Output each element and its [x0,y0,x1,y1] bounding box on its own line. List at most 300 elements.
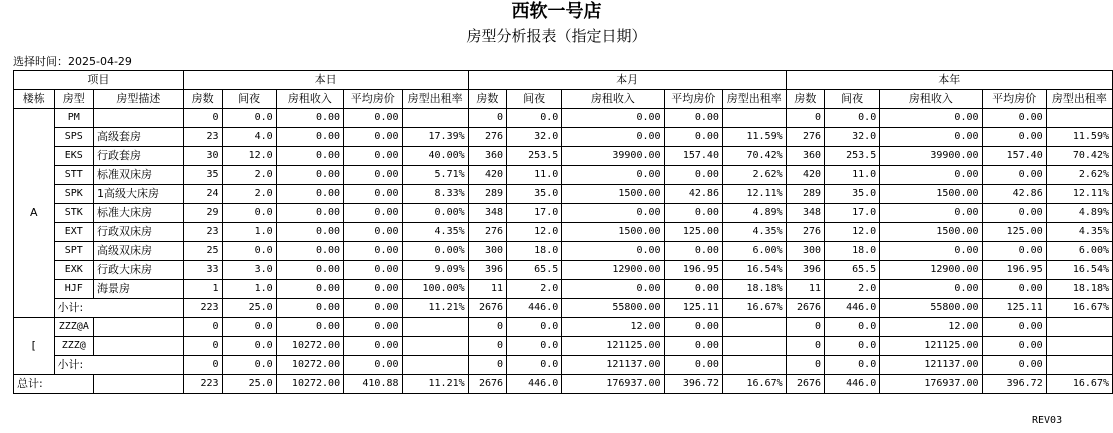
room-type-desc: 行政套房 [94,147,184,166]
value-cell: 17.39% [402,128,468,147]
value-cell: 32.0 [825,128,880,147]
total-row [14,375,1113,394]
room-type-code: STK [54,204,93,223]
value-cell: 0.00 [276,204,343,223]
total-label: 总计: [14,375,94,394]
value-cell: 0 [183,318,222,337]
table-row [14,109,1113,128]
value-cell: 0.00 [664,318,722,337]
value-cell: 6.00% [722,242,786,261]
value-cell: 0 [786,318,824,337]
room-type-desc: 高级双床房 [94,242,184,261]
value-cell: 276 [786,223,824,242]
value-cell: 0 [468,318,506,337]
value-cell: 0.00 [982,280,1046,299]
value-cell: 25 [183,242,222,261]
value-cell: 25.0 [222,375,276,394]
value-cell: 0.00 [276,318,343,337]
value-cell: 11.21% [402,299,468,318]
value-cell: 0.0 [222,337,276,356]
value-cell: 0.00 [276,223,343,242]
value-cell: 4.35% [402,223,468,242]
value-cell: 300 [468,242,506,261]
report-footer-code: REV03 [1032,415,1063,426]
value-cell: 12.0 [507,223,562,242]
value-cell: 348 [468,204,506,223]
value-cell: 12.11% [1046,185,1112,204]
value-cell: 1500.00 [562,223,664,242]
value-cell: 0 [786,356,824,375]
value-cell: 18.0 [507,242,562,261]
value-cell: 0.00 [664,128,722,147]
subtotal-row [14,299,1113,318]
value-cell: 289 [786,185,824,204]
value-cell: 0.00 [562,242,664,261]
value-cell: 0.00 [344,299,402,318]
value-cell: 410.88 [344,375,402,394]
value-cell: 32.0 [507,128,562,147]
value-cell: 396 [786,261,824,280]
value-cell [722,109,786,128]
value-cell: 196.95 [982,261,1046,280]
header-today: 本日 [183,71,468,90]
subtotal-label: 小计: [54,356,183,375]
value-cell: 0.00 [880,166,982,185]
table-row [14,242,1113,261]
room-type-code: SPK [54,185,93,204]
value-cell: 11.21% [402,375,468,394]
value-cell: 1500.00 [880,185,982,204]
room-type-code: HJF [54,280,93,299]
value-cell: 35 [183,166,222,185]
value-cell: 0.00 [982,166,1046,185]
room-type-code: ZZZ@A [54,318,93,337]
value-cell: 12.0 [222,147,276,166]
table-row [14,318,1113,337]
room-type-code: SPS [54,128,93,147]
value-cell: 0.0 [507,109,562,128]
value-cell: 348 [786,204,824,223]
value-cell: 25.0 [222,299,276,318]
value-cell: 12.00 [562,318,664,337]
room-type-desc: 标准大床房 [94,204,184,223]
subtotal-label: 小计: [54,299,183,318]
room-type-code: SPT [54,242,93,261]
value-cell: 125.00 [982,223,1046,242]
value-cell: 0.0 [825,109,880,128]
value-cell: 4.0 [222,128,276,147]
value-cell: 0.00 [344,337,402,356]
header-metric: 平均房价 [344,90,402,109]
value-cell: 0.0 [222,356,276,375]
value-cell: 2676 [468,375,506,394]
value-cell: 125.11 [664,299,722,318]
value-cell: 11 [468,280,506,299]
header-metric: 房数 [468,90,506,109]
value-cell: 0.00 [562,204,664,223]
value-cell: 16.67% [722,299,786,318]
value-cell: 0.00 [276,166,343,185]
value-cell: 0.00 [344,109,402,128]
value-cell: 0 [468,356,506,375]
value-cell: 0.00 [344,128,402,147]
value-cell: 16.67% [1046,299,1112,318]
value-cell: 396.72 [664,375,722,394]
table-row [14,128,1113,147]
header-room-type: 房型 [54,90,93,109]
room-type-desc: 行政双床房 [94,223,184,242]
room-type-desc [94,318,184,337]
value-cell: 1 [183,280,222,299]
value-cell: 253.5 [507,147,562,166]
header-metric: 房型出租率 [1046,90,1112,109]
value-cell: 0.0 [507,356,562,375]
value-cell: 2676 [786,299,824,318]
value-cell: 16.67% [722,375,786,394]
value-cell: 0.00 [344,185,402,204]
value-cell [722,337,786,356]
room-type-code: ZZZ@ [54,337,93,356]
value-cell: 33 [183,261,222,280]
header-metric: 间夜 [825,90,880,109]
report-table-body [14,71,1113,394]
value-cell: 1.0 [222,280,276,299]
value-cell: 0.00 [344,166,402,185]
value-cell: 0.00 [664,337,722,356]
value-cell: 0.00 [344,318,402,337]
value-cell: 2676 [786,375,824,394]
room-type-code: EXT [54,223,93,242]
value-cell: 396 [468,261,506,280]
value-cell: 39900.00 [562,147,664,166]
header-metric: 间夜 [222,90,276,109]
value-cell: 0.00 [664,356,722,375]
value-cell: 0.00 [982,318,1046,337]
header-metric: 平均房价 [664,90,722,109]
select-time-value: 2025-04-29 [68,55,132,68]
header-year: 本年 [786,71,1112,90]
value-cell: 11.0 [825,166,880,185]
value-cell: 0.0 [825,337,880,356]
value-cell: 16.67% [1046,375,1112,394]
value-cell: 40.00% [402,147,468,166]
table-row [14,185,1113,204]
value-cell: 2.62% [722,166,786,185]
value-cell: 420 [468,166,506,185]
value-cell: 0.00 [982,128,1046,147]
value-cell: 0.00 [276,185,343,204]
value-cell: 0.0 [825,356,880,375]
value-cell: 360 [786,147,824,166]
value-cell: 176937.00 [562,375,664,394]
select-time [13,55,132,69]
value-cell: 17.0 [825,204,880,223]
header-metric: 房数 [786,90,824,109]
value-cell: 1500.00 [562,185,664,204]
header-building: 楼栋 [14,90,55,109]
value-cell: 0.00 [276,242,343,261]
room-type-desc: 高级套房 [94,128,184,147]
value-cell: 0.00 [344,242,402,261]
value-cell [722,356,786,375]
room-type-code: STT [54,166,93,185]
value-cell: 0.00 [276,261,343,280]
value-cell: 24 [183,185,222,204]
value-cell: 42.86 [664,185,722,204]
value-cell: 0.00 [562,128,664,147]
select-time-label: 选择时间： [13,55,68,68]
value-cell: 0.00 [982,337,1046,356]
value-cell: 100.00% [402,280,468,299]
room-type-report-table [13,70,1113,394]
room-type-code: EKS [54,147,93,166]
value-cell: 0.00 [344,223,402,242]
value-cell: 70.42% [1046,147,1112,166]
value-cell: 0.00% [402,242,468,261]
table-row [14,280,1113,299]
header-month: 本月 [468,71,786,90]
value-cell: 35.0 [507,185,562,204]
value-cell: 55800.00 [880,299,982,318]
value-cell: 4.89% [722,204,786,223]
value-cell: 196.95 [664,261,722,280]
header-metric: 房租收入 [276,90,343,109]
value-cell: 0 [786,109,824,128]
value-cell: 12.00 [880,318,982,337]
value-cell: 0.0 [222,204,276,223]
value-cell: 0.00 [982,356,1046,375]
value-cell: 0.00 [276,299,343,318]
value-cell: 11.59% [1046,128,1112,147]
value-cell: 9.09% [402,261,468,280]
value-cell: 18.0 [825,242,880,261]
value-cell: 2.0 [222,166,276,185]
header-metric: 房租收入 [562,90,664,109]
value-cell: 0 [786,337,824,356]
value-cell: 0.00 [562,166,664,185]
header-metric: 房型出租率 [722,90,786,109]
header-metric: 房数 [183,90,222,109]
value-cell [402,337,468,356]
building-cell: [ [14,318,55,375]
value-cell: 125.00 [664,223,722,242]
value-cell: 157.40 [982,147,1046,166]
value-cell: 65.5 [507,261,562,280]
header-metric: 间夜 [507,90,562,109]
building-cell: A [14,109,55,318]
value-cell: 0.0 [507,337,562,356]
value-cell: 11.59% [722,128,786,147]
value-cell: 446.0 [825,375,880,394]
value-cell: 396.72 [982,375,1046,394]
value-cell: 0.00 [982,204,1046,223]
value-cell: 276 [468,223,506,242]
value-cell: 0 [468,109,506,128]
value-cell: 0.0 [222,242,276,261]
value-cell: 18.18% [1046,280,1112,299]
value-cell: 157.40 [664,147,722,166]
value-cell: 0.00 [276,109,343,128]
value-cell: 17.0 [507,204,562,223]
value-cell: 42.86 [982,185,1046,204]
table-row [14,223,1113,242]
value-cell: 0.00 [880,204,982,223]
value-cell: 125.11 [982,299,1046,318]
value-cell: 121125.00 [562,337,664,356]
value-cell: 121137.00 [562,356,664,375]
header-item: 项目 [14,71,184,90]
value-cell: 23 [183,223,222,242]
value-cell: 420 [786,166,824,185]
value-cell: 65.5 [825,261,880,280]
value-cell: 23 [183,128,222,147]
value-cell: 0.00 [562,280,664,299]
report-title: 西软一号店 [511,1,602,22]
value-cell: 8.33% [402,185,468,204]
value-cell: 16.54% [722,261,786,280]
value-cell: 0.0 [222,318,276,337]
value-cell: 10272.00 [276,356,343,375]
value-cell: 0.00 [344,280,402,299]
value-cell: 70.42% [722,147,786,166]
total-blank-cell [94,375,184,394]
value-cell: 0.00 [562,109,664,128]
value-cell: 223 [183,375,222,394]
value-cell: 0.00 [664,109,722,128]
value-cell: 223 [183,299,222,318]
value-cell: 176937.00 [880,375,982,394]
value-cell: 2.62% [1046,166,1112,185]
value-cell: 55800.00 [562,299,664,318]
value-cell: 276 [786,128,824,147]
room-type-code: EXK [54,261,93,280]
value-cell: 0 [183,337,222,356]
table-row [14,166,1113,185]
value-cell: 0.00 [276,147,343,166]
header-metric: 房型出租率 [402,90,468,109]
value-cell: 0 [183,109,222,128]
value-cell: 0.00 [880,280,982,299]
value-cell [1046,337,1112,356]
value-cell [722,318,786,337]
value-cell: 12.0 [825,223,880,242]
value-cell: 10272.00 [276,337,343,356]
value-cell: 0.00% [402,204,468,223]
room-type-desc [94,337,184,356]
value-cell [1046,318,1112,337]
value-cell: 10272.00 [276,375,343,394]
header-row-sub [14,90,1113,109]
table-row [14,261,1113,280]
value-cell: 35.0 [825,185,880,204]
value-cell: 253.5 [825,147,880,166]
value-cell: 2.0 [825,280,880,299]
value-cell: 360 [468,147,506,166]
value-cell: 300 [786,242,824,261]
value-cell: 0.0 [507,318,562,337]
value-cell: 0.00 [344,147,402,166]
subtotal-row [14,356,1113,375]
value-cell: 0.00 [664,280,722,299]
value-cell: 4.89% [1046,204,1112,223]
value-cell: 0.00 [880,242,982,261]
report-subtitle: 房型分析报表（指定日期） [466,27,647,45]
value-cell: 12900.00 [880,261,982,280]
value-cell: 446.0 [507,375,562,394]
value-cell: 0.00 [880,128,982,147]
value-cell: 1.0 [222,223,276,242]
value-cell [1046,356,1112,375]
header-metric: 平均房价 [982,90,1046,109]
table-row [14,147,1113,166]
value-cell: 16.54% [1046,261,1112,280]
value-cell: 0.00 [880,109,982,128]
value-cell: 0.00 [664,166,722,185]
value-cell: 0.00 [664,204,722,223]
value-cell: 39900.00 [880,147,982,166]
value-cell: 0.00 [276,128,343,147]
value-cell: 446.0 [507,299,562,318]
value-cell: 121125.00 [880,337,982,356]
value-cell: 12.11% [722,185,786,204]
header-metric: 房租收入 [880,90,982,109]
header-desc: 房型描述 [94,90,184,109]
value-cell: 2676 [468,299,506,318]
header-row-top [14,71,1113,90]
value-cell: 0.0 [825,318,880,337]
value-cell: 29 [183,204,222,223]
value-cell: 0.00 [982,109,1046,128]
value-cell: 3.0 [222,261,276,280]
room-type-desc [94,109,184,128]
value-cell [1046,109,1112,128]
value-cell: 18.18% [722,280,786,299]
value-cell: 446.0 [825,299,880,318]
value-cell: 11 [786,280,824,299]
value-cell: 1500.00 [880,223,982,242]
room-type-desc: 行政大床房 [94,261,184,280]
value-cell [402,356,468,375]
value-cell: 11.0 [507,166,562,185]
value-cell: 2.0 [507,280,562,299]
room-type-code: PM [54,109,93,128]
value-cell: 2.0 [222,185,276,204]
table-row [14,204,1113,223]
value-cell: 0.00 [982,242,1046,261]
value-cell: 0.00 [344,261,402,280]
table-row [14,337,1113,356]
value-cell: 121137.00 [880,356,982,375]
value-cell: 30 [183,147,222,166]
value-cell: 5.71% [402,166,468,185]
value-cell: 4.35% [722,223,786,242]
value-cell: 4.35% [1046,223,1112,242]
value-cell: 0.00 [664,242,722,261]
value-cell: 276 [468,128,506,147]
value-cell: 0 [183,356,222,375]
value-cell: 0.00 [344,204,402,223]
value-cell: 12900.00 [562,261,664,280]
value-cell: 0 [468,337,506,356]
value-cell: 0.00 [344,356,402,375]
value-cell: 6.00% [1046,242,1112,261]
value-cell [402,318,468,337]
value-cell: 0.00 [276,280,343,299]
value-cell: 289 [468,185,506,204]
value-cell [402,109,468,128]
room-type-desc: 海景房 [94,280,184,299]
room-type-desc: 1高级大床房 [94,185,184,204]
